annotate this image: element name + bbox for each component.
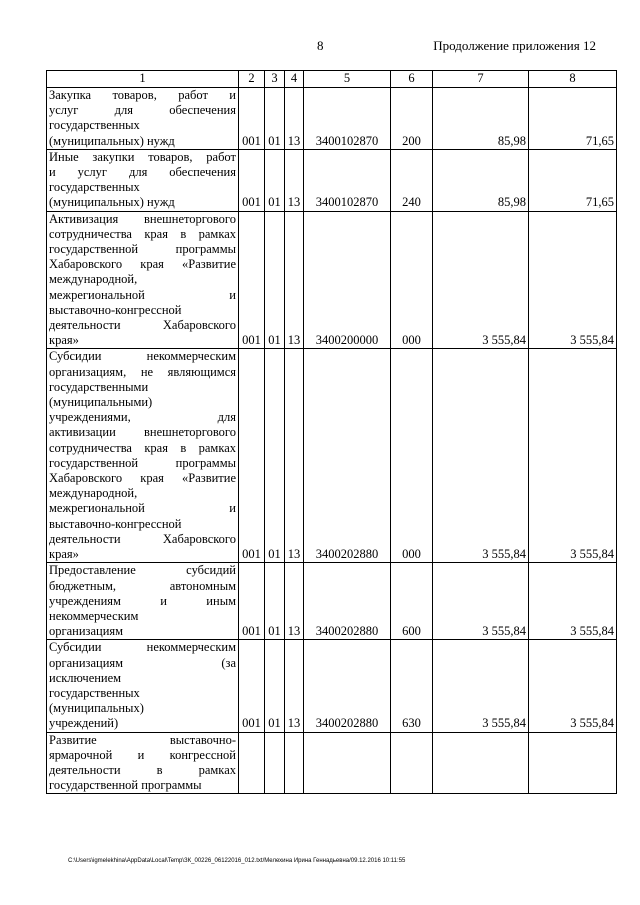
row-name-cell — [47, 211, 239, 349]
row-name-line: Субсидии некоммерческим — [49, 640, 236, 655]
row-name-line: сотрудничества края в рамках — [49, 226, 236, 241]
row-name-line: (муниципальных) нужд — [49, 195, 175, 210]
executed-amount-cell — [529, 732, 617, 794]
row-name-line: активизации внешнеторгового — [49, 425, 236, 440]
subsection-code-cell: 13 — [285, 149, 304, 211]
footer-path: C:\Users\igmelekhina\AppData\Local\Temp\ЗК_00226_06122016_012.txt/Мелехина Ирина Геннадьевна/09.12.2016 10:11:55 — [68, 858, 406, 864]
header-row — [47, 71, 617, 88]
row-name-line: Иные закупки товаров, работ — [49, 149, 236, 164]
executed-amount-cell: 3 555,84 — [529, 211, 617, 349]
section-code-cell: 01 — [265, 640, 285, 732]
row-name-cell — [47, 88, 239, 150]
row-name-cell — [47, 349, 239, 563]
row-name-line: сотрудничества края в рамках — [49, 440, 236, 455]
section-code-cell: 01 — [265, 88, 285, 150]
row-name-line: межрегиональной и — [49, 501, 236, 516]
table-row — [47, 563, 617, 640]
ministry-code-cell — [239, 732, 265, 794]
row-name-line: деятельности Хабаровского — [49, 531, 236, 546]
expense-type-cell: 000 — [391, 211, 433, 349]
target-article-cell — [304, 732, 391, 794]
column-header-8: 8 — [529, 71, 617, 88]
ministry-code-cell: 001 — [239, 640, 265, 732]
section-code-cell: 01 — [265, 563, 285, 640]
row-name-cell — [47, 563, 239, 640]
executed-amount-cell: 71,65 — [529, 149, 617, 211]
expense-type-cell: 240 — [391, 149, 433, 211]
executed-amount-cell: 71,65 — [529, 88, 617, 150]
row-name-line: ярмарочной и конгрессной — [49, 747, 236, 762]
row-name-line: государственных — [49, 685, 140, 700]
row-name-line: организациям — [49, 624, 124, 639]
row-name-line: деятельности Хабаровского — [49, 318, 236, 333]
target-article-cell: 3400202880 — [304, 563, 391, 640]
table-row — [47, 211, 617, 349]
row-name-line: выставочно-конгрессной — [49, 516, 182, 531]
column-header-4: 4 — [285, 71, 304, 88]
row-name-line: Развитие выставочно- — [49, 732, 236, 747]
column-header-6: 6 — [391, 71, 433, 88]
row-name-line: Активизация внешнеторгового — [49, 211, 236, 226]
subsection-code-cell: 13 — [285, 563, 304, 640]
row-name-line: учреждений) — [49, 716, 119, 731]
section-code-cell: 01 — [265, 149, 285, 211]
table-body — [47, 88, 617, 794]
budget-table — [46, 70, 617, 794]
target-article-cell: 3400202880 — [304, 640, 391, 732]
row-name-cell — [47, 149, 239, 211]
row-name-line: Хабаровского края «Развитие — [49, 471, 236, 486]
continuation-label: Продолжение приложения 12 — [433, 38, 596, 53]
subsection-code-cell: 13 — [285, 640, 304, 732]
table-row — [47, 732, 617, 794]
row-name-line: Субсидии некоммерческим — [49, 349, 236, 364]
subsection-code-cell — [285, 732, 304, 794]
expense-type-cell: 200 — [391, 88, 433, 150]
row-name-line: (муниципальными) — [49, 395, 153, 410]
row-name-line: края» — [49, 333, 79, 348]
row-name-line: международной, — [49, 272, 138, 287]
row-name-line: государственных — [49, 118, 140, 133]
row-name-line: государственной программы — [49, 455, 236, 470]
row-name-line: государственными — [49, 379, 149, 394]
row-name-line: государственной программы — [49, 778, 202, 793]
table-row — [47, 149, 617, 211]
row-name-line: (муниципальных) — [49, 701, 144, 716]
planned-amount-cell: 85,98 — [433, 149, 529, 211]
row-name-line: международной, — [49, 486, 138, 501]
ministry-code-cell: 001 — [239, 88, 265, 150]
row-name-line: межрегиональной и — [49, 287, 236, 302]
column-header-5: 5 — [304, 71, 391, 88]
ministry-code-cell: 001 — [239, 149, 265, 211]
executed-amount-cell: 3 555,84 — [529, 640, 617, 732]
ministry-code-cell: 001 — [239, 349, 265, 563]
subsection-code-cell: 13 — [285, 88, 304, 150]
planned-amount-cell: 3 555,84 — [433, 211, 529, 349]
table-row — [47, 88, 617, 150]
row-name-line: выставочно-конгрессной — [49, 302, 182, 317]
page-number: 8 — [317, 38, 324, 53]
row-name-line: услуг для обеспечения — [49, 103, 236, 118]
ministry-code-cell: 001 — [239, 563, 265, 640]
planned-amount-cell: 3 555,84 — [433, 640, 529, 732]
planned-amount-cell — [433, 732, 529, 794]
row-name-line: (муниципальных) нужд — [49, 133, 175, 148]
target-article-cell: 3400102870 — [304, 88, 391, 150]
expense-type-cell: 630 — [391, 640, 433, 732]
column-header-1: 1 — [47, 71, 239, 88]
column-header-2: 2 — [239, 71, 265, 88]
row-name-line: организациям (за — [49, 655, 236, 670]
row-name-line: бюджетным, автономным — [49, 578, 236, 593]
row-name-line: Хабаровского края «Развитие — [49, 257, 236, 272]
table-row — [47, 640, 617, 732]
section-code-cell: 01 — [265, 211, 285, 349]
table-row — [47, 349, 617, 563]
row-name-line: государственной программы — [49, 242, 236, 257]
target-article-cell: 3400200000 — [304, 211, 391, 349]
column-header-3: 3 — [265, 71, 285, 88]
row-name-line: края» — [49, 547, 79, 562]
row-name-cell — [47, 640, 239, 732]
target-article-cell: 3400102870 — [304, 149, 391, 211]
executed-amount-cell: 3 555,84 — [529, 563, 617, 640]
row-name-line: учреждениям и иным — [49, 593, 236, 608]
executed-amount-cell: 3 555,84 — [529, 349, 617, 563]
row-name-line: Предоставление субсидий — [49, 563, 236, 578]
column-header-7: 7 — [433, 71, 529, 88]
row-name-line: и услуг для обеспечения — [49, 165, 236, 180]
planned-amount-cell: 3 555,84 — [433, 563, 529, 640]
expense-type-cell: 000 — [391, 349, 433, 563]
row-name-line: деятельности в рамках — [49, 762, 236, 777]
row-name-line: государственных — [49, 180, 140, 195]
subsection-code-cell: 13 — [285, 349, 304, 563]
row-name-line: учреждениями, для — [49, 410, 236, 425]
planned-amount-cell: 3 555,84 — [433, 349, 529, 563]
expense-type-cell: 600 — [391, 563, 433, 640]
section-code-cell: 01 — [265, 349, 285, 563]
row-name-line: некоммерческим — [49, 608, 139, 623]
row-name-line: Закупка товаров, работ и — [49, 88, 236, 102]
subsection-code-cell: 13 — [285, 211, 304, 349]
row-name-line: организациям, не являющимся — [49, 364, 236, 379]
ministry-code-cell: 001 — [239, 211, 265, 349]
row-name-cell — [47, 732, 239, 794]
target-article-cell: 3400202880 — [304, 349, 391, 563]
planned-amount-cell: 85,98 — [433, 88, 529, 150]
expense-type-cell — [391, 732, 433, 794]
row-name-line: исключением — [49, 670, 122, 685]
section-code-cell — [265, 732, 285, 794]
